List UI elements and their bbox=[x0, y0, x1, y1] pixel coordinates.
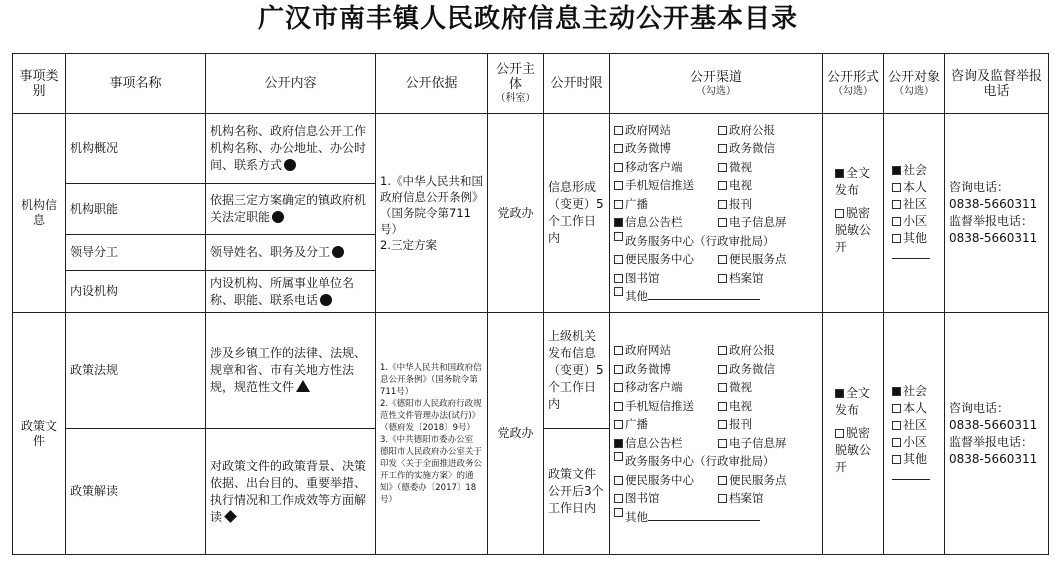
target-option: 本人 bbox=[892, 400, 940, 417]
category-cell: 政策文件 bbox=[13, 313, 66, 555]
checked-box-icon bbox=[892, 387, 901, 396]
unchecked-box-icon bbox=[614, 346, 623, 355]
contact-cell bbox=[945, 114, 1049, 313]
unchecked-box-icon bbox=[718, 383, 727, 392]
unchecked-box-icon bbox=[718, 346, 727, 355]
unchecked-box-icon bbox=[718, 126, 727, 135]
target-option: 社区 bbox=[892, 417, 940, 434]
channel-option-row: 便民服务中心 便民服务点 bbox=[614, 471, 818, 490]
content-cell: 内设机构、所属事业单位名称、职能、联系电话 bbox=[206, 271, 376, 313]
contact-report-label: 监督举报电话： bbox=[949, 434, 1034, 449]
unchecked-box-icon bbox=[718, 218, 727, 227]
subject-cell: 党政办 bbox=[488, 114, 544, 313]
triangle-marker-icon bbox=[296, 380, 310, 392]
target-blank-line bbox=[892, 469, 930, 480]
unchecked-box-icon bbox=[614, 402, 623, 411]
unchecked-box-icon bbox=[614, 476, 623, 485]
unchecked-box-icon bbox=[614, 144, 623, 153]
time-cell: 信息形成（变更）5个工作日内 bbox=[544, 114, 610, 313]
channel-option-row: 移动客户端 微视 bbox=[614, 158, 818, 177]
channel-option-row: 政府网站 政府公报 bbox=[614, 341, 818, 360]
unchecked-box-icon bbox=[835, 429, 844, 438]
content-cell: 涉及乡镇工作的法律、法规、规章和省、市有关地方性法规，规范性文件 bbox=[206, 313, 376, 429]
subject-cell: 党政办 bbox=[488, 313, 544, 555]
unchecked-box-icon bbox=[614, 365, 623, 374]
item-name-cell: 领导分工 bbox=[66, 235, 206, 271]
header-target: 公开对象 （勾选） bbox=[884, 54, 945, 114]
channel-option-row: 政务微博 政务微信 bbox=[614, 360, 818, 379]
other-blank-line bbox=[648, 508, 760, 521]
category-cell: 机构信息 bbox=[13, 114, 66, 313]
target-option: 其他 bbox=[892, 451, 940, 468]
header-channel: 公开渠道 （勾选） bbox=[610, 54, 823, 114]
channel-option-row: 图书馆 档案馆 bbox=[614, 489, 818, 508]
channel-list bbox=[610, 313, 823, 555]
contact-consult-label: 咨询电话： bbox=[949, 180, 1010, 194]
target-option: 本人 bbox=[892, 179, 940, 196]
unchecked-box-icon bbox=[614, 452, 623, 461]
header-contact: 咨询及监督举报电话 bbox=[945, 54, 1049, 114]
channel-option-row: 便民服务中心 便民服务点 bbox=[614, 250, 818, 269]
checked-box-icon bbox=[614, 439, 623, 448]
form-option: 脱密脱敏公开 bbox=[835, 205, 872, 254]
unchecked-box-icon bbox=[718, 274, 727, 283]
unchecked-box-icon bbox=[892, 234, 901, 243]
target-option: 其他 bbox=[892, 230, 940, 247]
contact-consult-number: 0838-5660311 bbox=[949, 417, 1038, 432]
channel-option-row: 其他 bbox=[614, 287, 818, 306]
channel-option-row: 政府网站 政府公报 bbox=[614, 121, 818, 140]
unchecked-box-icon bbox=[718, 476, 727, 485]
channel-option-row: 政务服务中心（行政审批局） bbox=[614, 452, 818, 471]
time-cell: 政策文件公开后3个工作日内 bbox=[544, 429, 610, 555]
target-option: 社区 bbox=[892, 196, 940, 213]
directory-table bbox=[12, 53, 1049, 555]
unchecked-box-icon bbox=[614, 287, 623, 296]
basis-cell: 1.《中华人民共和国政府信息公开条例》（国务院令第711号） 2.《德阳市人民政府行政规范性文件管理办法(试行)》（德府发〔2018〕9号） 3.《中共德阳市委办公室 德阳市人民政府办公室关于印发〈关于全面推进政务公开工作的实施方案〉的通知》（德委办〔2017〕18号） bbox=[376, 313, 488, 555]
unchecked-box-icon bbox=[892, 183, 901, 192]
unchecked-box-icon bbox=[892, 421, 901, 430]
contact-consult-label: 咨询电话： bbox=[949, 400, 1010, 415]
item-name-cell: 机构职能 bbox=[66, 184, 206, 235]
contact-cell bbox=[945, 313, 1049, 555]
unchecked-box-icon bbox=[614, 232, 623, 241]
header-time: 公开时限 bbox=[544, 54, 610, 114]
time-cell: 上级机关发布信息（变更）5个工作日内 bbox=[544, 313, 610, 429]
unchecked-box-icon bbox=[614, 163, 623, 172]
target-cell bbox=[884, 114, 945, 313]
unchecked-box-icon bbox=[718, 163, 727, 172]
circle-marker-icon bbox=[320, 294, 332, 306]
unchecked-box-icon bbox=[718, 402, 727, 411]
form-cell bbox=[823, 114, 884, 313]
target-option: 社会 bbox=[892, 162, 940, 179]
channel-option-row: 政务微博 政务微信 bbox=[614, 139, 818, 158]
circle-marker-icon bbox=[284, 159, 296, 171]
page-title: 广汉市南丰镇人民政府信息主动公开基本目录 bbox=[257, 4, 798, 34]
contact-report-number: 0838-5660311 bbox=[949, 231, 1038, 245]
content-cell: 对政策文件的政策背景、决策依据、出台目的、重要举措、执行情况和工作成效等方面解读 bbox=[206, 429, 376, 555]
unchecked-box-icon bbox=[614, 508, 623, 517]
header-form: 公开形式 （勾选） bbox=[823, 54, 884, 114]
item-name-cell: 政策解读 bbox=[66, 429, 206, 555]
diamond-marker-icon bbox=[224, 510, 237, 523]
basis-cell: 1.《中华人民共和国政府信息公开条例》（国务院令第711号） 2.三定方案 bbox=[376, 114, 488, 313]
unchecked-box-icon bbox=[614, 420, 623, 429]
channel-option-row: 手机短信推送 电视 bbox=[614, 397, 818, 416]
unchecked-box-icon bbox=[614, 255, 623, 264]
unchecked-box-icon bbox=[718, 494, 727, 503]
unchecked-box-icon bbox=[614, 274, 623, 283]
table-row bbox=[13, 114, 1049, 184]
table-row bbox=[13, 313, 1049, 429]
checked-box-icon bbox=[892, 166, 901, 175]
header-row bbox=[13, 54, 1049, 114]
form-cell bbox=[823, 313, 884, 555]
channel-option-row: 其他 bbox=[614, 508, 818, 527]
channel-option-row: 信息公告栏 电子信息屏 bbox=[614, 213, 818, 232]
checked-box-icon bbox=[835, 389, 844, 398]
unchecked-box-icon bbox=[718, 144, 727, 153]
unchecked-box-icon bbox=[718, 420, 727, 429]
channel-option-row: 手机短信推送 电视 bbox=[614, 176, 818, 195]
unchecked-box-icon bbox=[892, 438, 901, 447]
unchecked-box-icon bbox=[892, 455, 901, 464]
channel-option-row: 移动客户端 微视 bbox=[614, 378, 818, 397]
unchecked-box-icon bbox=[718, 255, 727, 264]
unchecked-box-icon bbox=[614, 383, 623, 392]
unchecked-box-icon bbox=[718, 181, 727, 190]
unchecked-box-icon bbox=[614, 181, 623, 190]
checked-box-icon bbox=[614, 218, 623, 227]
content-cell: 依据三定方案确定的镇政府机关法定职能 bbox=[206, 184, 376, 235]
item-name-cell: 机构概况 bbox=[66, 114, 206, 184]
unchecked-box-icon bbox=[614, 200, 623, 209]
channel-option-row: 信息公告栏 电子信息屏 bbox=[614, 434, 818, 453]
form-option: 全文发布 bbox=[835, 165, 871, 197]
unchecked-box-icon bbox=[892, 200, 901, 209]
unchecked-box-icon bbox=[718, 365, 727, 374]
form-option: 全文发布 bbox=[835, 386, 871, 417]
header-content: 公开内容 bbox=[206, 54, 376, 114]
channel-option-row: 政务服务中心（行政审批局） bbox=[614, 232, 818, 251]
contact-report-number: 0838-5660311 bbox=[949, 451, 1038, 466]
item-name-cell: 内设机构 bbox=[66, 271, 206, 313]
header-item-name: 事项名称 bbox=[66, 54, 206, 114]
target-blank-line bbox=[892, 248, 930, 259]
target-cell bbox=[884, 313, 945, 555]
contact-report-label: 监督举报电话： bbox=[949, 214, 1034, 228]
unchecked-box-icon bbox=[718, 439, 727, 448]
unchecked-box-icon bbox=[614, 126, 623, 135]
unchecked-box-icon bbox=[835, 209, 844, 218]
unchecked-box-icon bbox=[718, 200, 727, 209]
target-option: 小区 bbox=[892, 213, 940, 230]
circle-marker-icon bbox=[272, 211, 284, 223]
header-category: 事项类别 bbox=[13, 54, 66, 114]
header-basis: 公开依据 bbox=[376, 54, 488, 114]
other-blank-line bbox=[648, 287, 760, 300]
item-name-cell: 政策法规 bbox=[66, 313, 206, 429]
content-cell: 机构名称、政府信息公开工作机构名称、办公地址、办公时间、联系方式 bbox=[206, 114, 376, 184]
channel-option-row: 广播 报刊 bbox=[614, 415, 818, 434]
contact-consult-number: 0838-5660311 bbox=[949, 197, 1038, 211]
checked-box-icon bbox=[835, 169, 844, 178]
unchecked-box-icon bbox=[892, 217, 901, 226]
channel-option-row: 图书馆 档案馆 bbox=[614, 269, 818, 288]
target-option: 社会 bbox=[892, 383, 940, 400]
target-option: 小区 bbox=[892, 434, 940, 451]
circle-marker-icon bbox=[332, 246, 344, 258]
form-option: 脱密脱敏公开 bbox=[835, 426, 872, 474]
unchecked-box-icon bbox=[614, 494, 623, 503]
content-cell: 领导姓名、职务及分工 bbox=[206, 235, 376, 271]
channel-option-row: 广播 报刊 bbox=[614, 195, 818, 214]
unchecked-box-icon bbox=[892, 404, 901, 413]
channel-list bbox=[610, 114, 823, 313]
header-subject: 公开主体 （科室） bbox=[488, 54, 544, 114]
